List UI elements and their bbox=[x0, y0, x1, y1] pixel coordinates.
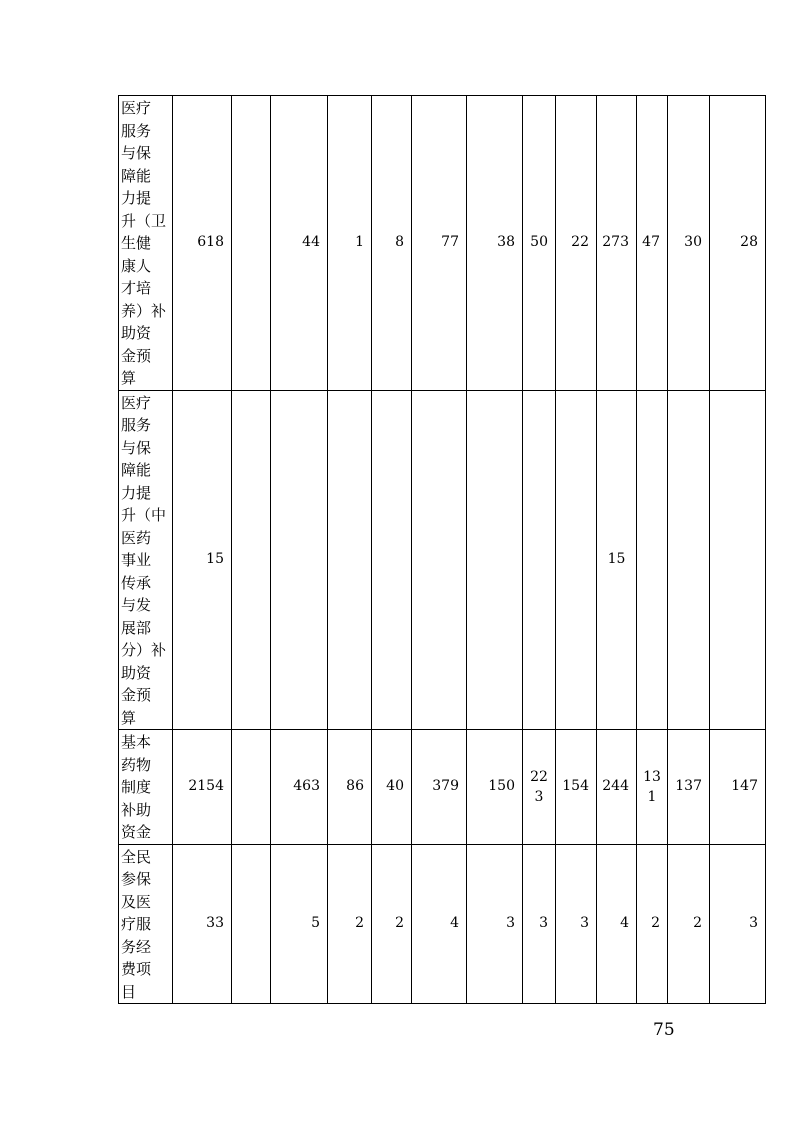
table-cell bbox=[232, 844, 271, 1004]
table-row bbox=[119, 844, 766, 1004]
table-cell: 13 1 bbox=[637, 730, 668, 845]
page-number: 75 bbox=[653, 1020, 675, 1040]
table-cell: 77 bbox=[412, 96, 467, 391]
table-cell: 5 bbox=[271, 844, 328, 1004]
table-cell: 137 bbox=[668, 730, 710, 845]
table-cell: 30 bbox=[668, 96, 710, 391]
table-cell bbox=[232, 730, 271, 845]
table-cell: 147 bbox=[710, 730, 766, 845]
row-label: 基本 药物 制度 补助 资金 bbox=[119, 730, 173, 845]
table-cell: 463 bbox=[271, 730, 328, 845]
table-cell: 2 bbox=[637, 844, 668, 1004]
table-cell: 47 bbox=[637, 96, 668, 391]
table-cell: 22 3 bbox=[523, 730, 556, 845]
table-cell: 44 bbox=[271, 96, 328, 391]
table-cell bbox=[232, 390, 271, 730]
table-cell bbox=[412, 390, 467, 730]
table-cell: 4 bbox=[597, 844, 637, 1004]
table-cell: 154 bbox=[556, 730, 597, 845]
table-cell bbox=[372, 390, 412, 730]
table-cell: 3 bbox=[523, 844, 556, 1004]
table-cell: 244 bbox=[597, 730, 637, 845]
table-cell: 86 bbox=[328, 730, 372, 845]
table-cell bbox=[637, 390, 668, 730]
table-cell bbox=[271, 390, 328, 730]
table-cell: 3 bbox=[556, 844, 597, 1004]
table-cell: 2154 bbox=[173, 730, 232, 845]
table-cell bbox=[328, 390, 372, 730]
table-cell: 4 bbox=[412, 844, 467, 1004]
row-label: 医疗 服务 与保 障能 力提 升（卫 生健 康人 才培 养）补 助资 金预 算 bbox=[119, 96, 173, 391]
table-row bbox=[119, 730, 766, 845]
table-cell bbox=[232, 96, 271, 391]
table-cell bbox=[467, 390, 523, 730]
table-cell: 3 bbox=[710, 844, 766, 1004]
table-cell: 2 bbox=[328, 844, 372, 1004]
budget-table bbox=[118, 95, 766, 1004]
table-cell: 33 bbox=[173, 844, 232, 1004]
table-body bbox=[119, 96, 766, 1004]
table-cell: 273 bbox=[597, 96, 637, 391]
table-row bbox=[119, 96, 766, 391]
row-label: 医疗 服务 与保 障能 力提 升（中 医药 事业 传承 与发 展部 分）补 助资 金预 算 bbox=[119, 390, 173, 730]
table-cell: 28 bbox=[710, 96, 766, 391]
table-cell: 3 bbox=[467, 844, 523, 1004]
table-cell bbox=[668, 390, 710, 730]
table-cell: 8 bbox=[372, 96, 412, 391]
table-cell: 2 bbox=[372, 844, 412, 1004]
table-cell bbox=[556, 390, 597, 730]
table-cell: 150 bbox=[467, 730, 523, 845]
table-cell bbox=[523, 390, 556, 730]
table-row bbox=[119, 390, 766, 730]
table-cell: 22 bbox=[556, 96, 597, 391]
table-cell: 1 bbox=[328, 96, 372, 391]
table-cell: 38 bbox=[467, 96, 523, 391]
table-cell: 618 bbox=[173, 96, 232, 391]
table-cell: 40 bbox=[372, 730, 412, 845]
table-cell: 50 bbox=[523, 96, 556, 391]
row-label: 全民 参保 及医 疗服 务经 费项 目 bbox=[119, 844, 173, 1004]
table-cell: 15 bbox=[597, 390, 637, 730]
table-cell: 2 bbox=[668, 844, 710, 1004]
table-cell bbox=[710, 390, 766, 730]
table-cell: 379 bbox=[412, 730, 467, 845]
table-cell: 15 bbox=[173, 390, 232, 730]
